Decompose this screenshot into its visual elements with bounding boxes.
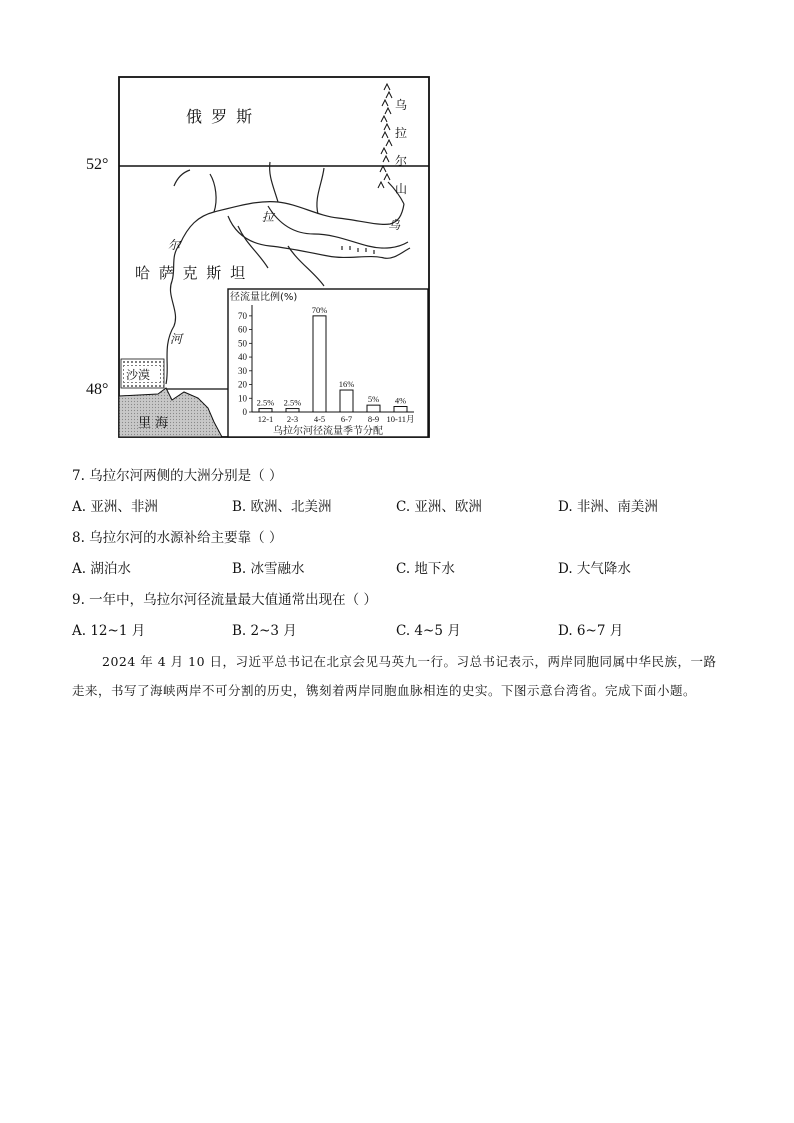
chart-x-tick-label: 4-5: [313, 414, 326, 424]
chart-x-tick-label: 8-9: [367, 414, 380, 424]
chart-bar: [286, 409, 299, 412]
question-7-stem: 7. 乌拉尔河两侧的大洲分别是（ ）: [72, 468, 283, 484]
river-label-2: 拉: [262, 210, 275, 224]
question-9-option-d[interactable]: D. 6~7 月: [558, 623, 624, 639]
chart-bar-value-label: 70%: [311, 304, 328, 315]
mountain-label-3: 尔: [395, 154, 408, 168]
question-8-stem: 8. 乌拉尔河的水源补给主要靠（ ）: [72, 530, 283, 546]
river-label-4: 河: [170, 332, 183, 346]
river-label-1: 乌: [388, 218, 401, 232]
question-9-option-a[interactable]: A. 12~1 月: [72, 623, 146, 639]
chart-y-tick-label: 70: [238, 310, 247, 321]
chart-bar-value-label: 16%: [338, 379, 355, 390]
country-russia-label: 俄 罗 斯: [186, 107, 255, 126]
question-9-stem: 9. 一年中，乌拉尔河径流量最大值通常出现在（ ）: [72, 592, 377, 608]
ural-river-map: [118, 76, 430, 438]
question-9-option-b[interactable]: B. 2~3 月: [232, 623, 297, 639]
chart-y-tick-label: 10: [238, 393, 247, 404]
chart-y-tick-label: 40: [238, 352, 247, 363]
chart-y-tick-label: 20: [238, 379, 247, 390]
chart-bar: [367, 405, 380, 412]
chart-x-tick-label: 2-3: [286, 414, 299, 424]
chart-x-tick-label: 6-7: [340, 414, 353, 424]
question-7-option-b[interactable]: B. 欧洲、北美洲: [232, 499, 332, 515]
reading-passage: 2024 年 4 月 10 日，习近平总书记在北京会见马英九一行。习总书记表示，两岸同胞同属中华民族，一路走来，书写了海峡两岸不可分割的历史，镌刻着两岸同胞血脉相连的史实。下图示意台湾省。完成下面小题。: [72, 654, 717, 698]
question-7-option-c[interactable]: C. 亚洲、欧洲: [396, 499, 482, 515]
mountain-label-1: 乌: [395, 98, 408, 112]
chart-y-tick-label: 0: [242, 407, 247, 417]
chart-bar-value-label: 2.5%: [283, 397, 302, 408]
chart-bar-value-label: 5%: [367, 394, 380, 405]
caspian-sea-label: 里 海: [138, 416, 169, 431]
latitude-48-label: 48°: [86, 381, 109, 398]
chart-bar: [394, 407, 407, 412]
question-8-option-c[interactable]: C. 地下水: [396, 561, 455, 577]
chart-y-axis-title: 径流量比例(%): [230, 292, 298, 303]
question-7-option-a[interactable]: A. 亚洲、非洲: [72, 499, 158, 515]
river-label-3: 尔: [168, 238, 181, 252]
mountain-label-4: 山: [395, 182, 408, 196]
country-kazakhstan-label: 哈 萨 克 斯 坦: [135, 264, 248, 282]
chart-y-tick-label: 30: [238, 365, 247, 376]
desert-label: 沙漠: [126, 368, 151, 382]
chart-bar: [340, 390, 353, 412]
chart-y-tick-label: 60: [238, 324, 247, 335]
question-9-option-c[interactable]: C. 4~5 月: [396, 623, 461, 639]
chart-bar-value-label: 4%: [394, 395, 407, 406]
chart-x-tick-label: 10-11月: [386, 414, 415, 424]
chart-bar: [313, 316, 326, 412]
question-8-option-d[interactable]: D. 大气降水: [558, 561, 631, 577]
chart-title: 乌拉尔河径流量季节分配: [273, 426, 383, 437]
chart-bar-value-label: 2.5%: [256, 397, 275, 408]
chart-x-tick-label: 12-1: [257, 414, 274, 424]
chart-bar: [259, 409, 272, 412]
mountain-label-2: 拉: [395, 126, 408, 140]
chart-y-tick-label: 50: [238, 338, 247, 349]
question-8-option-b[interactable]: B. 冰雪融水: [232, 561, 305, 577]
question-7-option-d[interactable]: D. 非洲、南美洲: [558, 499, 658, 515]
latitude-52-label: 52°: [86, 156, 109, 173]
question-8-option-a[interactable]: A. 湖泊水: [72, 561, 131, 577]
